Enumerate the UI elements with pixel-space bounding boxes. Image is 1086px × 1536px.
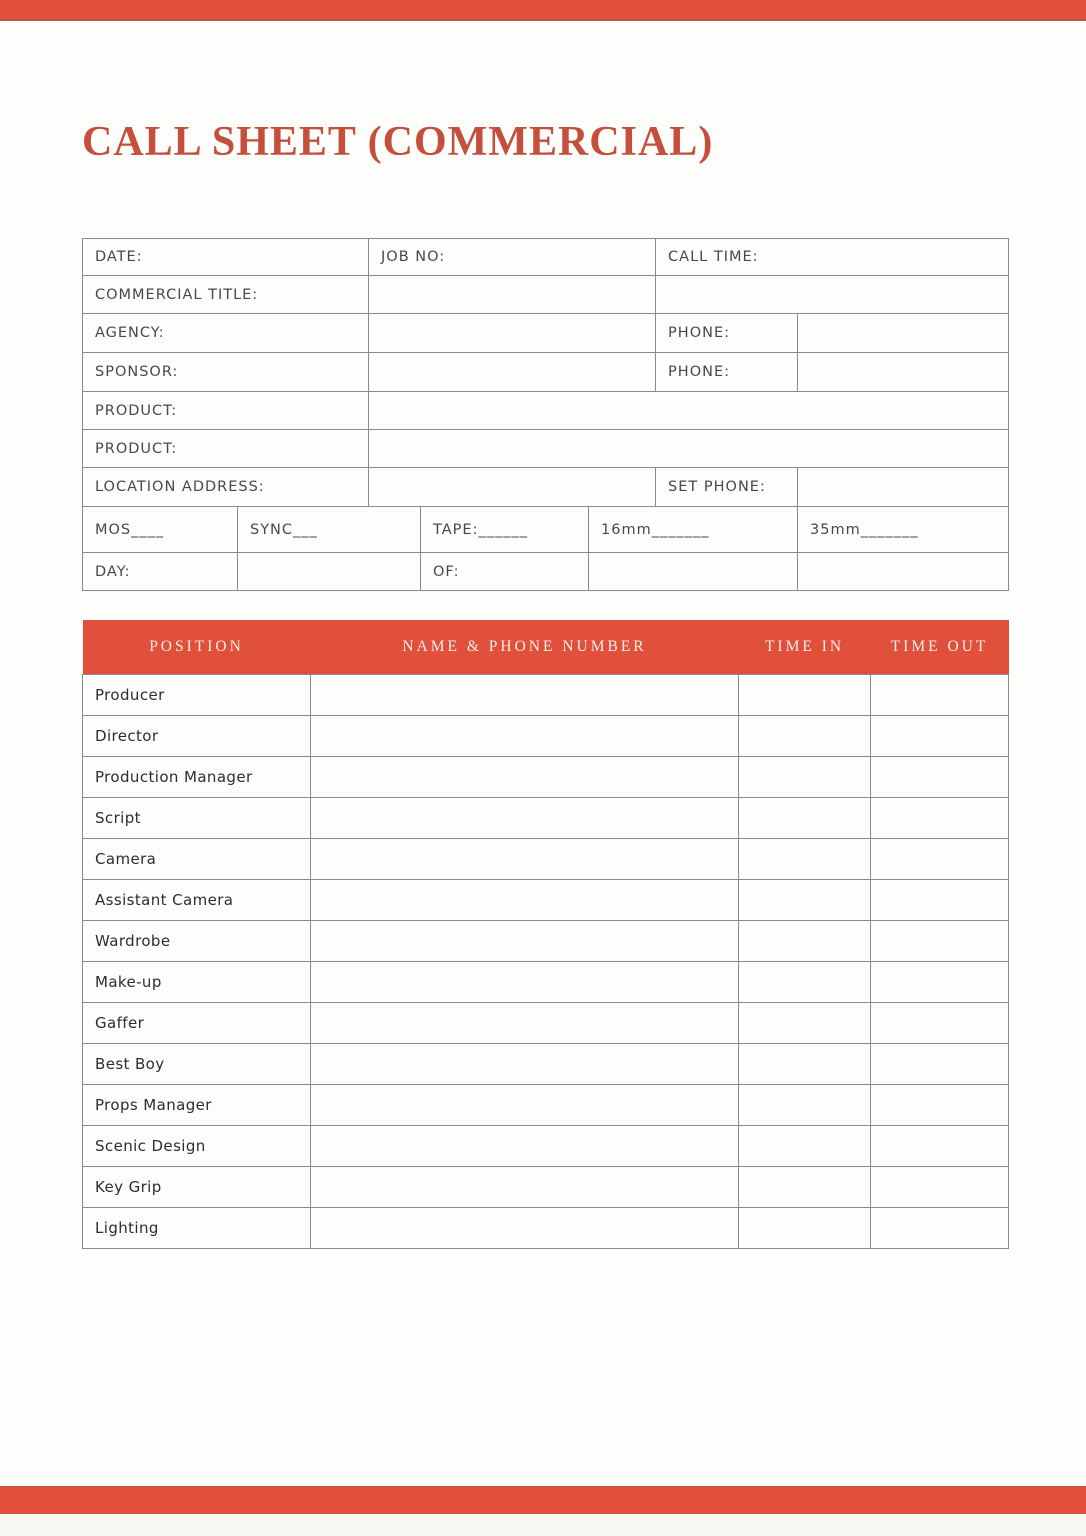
bottom-accent-bar [0, 1486, 1086, 1514]
16mm-label: 16mm_______ [589, 507, 798, 553]
crew-table [82, 620, 1009, 1249]
crew-row [83, 715, 1009, 756]
time-out-cell [871, 1002, 1009, 1043]
info-row-agency [83, 314, 1009, 353]
position-cell: Script [83, 797, 311, 838]
crew-row [83, 674, 1009, 715]
position-cell: Assistant Camera [83, 879, 311, 920]
date-label: DATE: [83, 239, 369, 276]
time-out-cell [871, 756, 1009, 797]
day-label: DAY: [83, 553, 238, 591]
time-in-cell [739, 1002, 871, 1043]
position-cell: Director [83, 715, 311, 756]
name-phone-cell [311, 879, 739, 920]
call-time-label: CALL TIME: [656, 239, 1009, 276]
of-field-2 [798, 553, 1009, 591]
time-out-cell [871, 797, 1009, 838]
commercial-title-label: COMMERCIAL TITLE: [83, 276, 369, 314]
crew-row [83, 797, 1009, 838]
product-label-1: PRODUCT: [83, 392, 369, 430]
page-title: CALL SHEET (COMMERCIAL) [82, 119, 714, 165]
top-accent-bar [0, 0, 1086, 21]
sponsor-phone-field [798, 353, 1009, 392]
info-row-day [83, 553, 1009, 591]
time-out-cell [871, 920, 1009, 961]
time-in-cell [739, 920, 871, 961]
time-out-cell [871, 715, 1009, 756]
crew-table-header [83, 620, 1009, 674]
position-cell: Wardrobe [83, 920, 311, 961]
commercial-title-field-2 [656, 276, 1009, 314]
set-phone-label: SET PHONE: [656, 468, 798, 507]
name-phone-cell [311, 961, 739, 1002]
set-phone-field [798, 468, 1009, 507]
name-phone-cell [311, 920, 739, 961]
name-phone-cell [311, 1166, 739, 1207]
product-field-1 [369, 392, 1009, 430]
time-out-cell [871, 1125, 1009, 1166]
of-field [589, 553, 798, 591]
time-in-cell [739, 838, 871, 879]
time-out-cell [871, 1084, 1009, 1125]
time-out-cell [871, 838, 1009, 879]
time-in-cell [739, 756, 871, 797]
crew-row [83, 1043, 1009, 1084]
time-out-cell [871, 879, 1009, 920]
info-row-date [83, 239, 1009, 276]
time-out-cell [871, 1043, 1009, 1084]
35mm-label: 35mm_______ [798, 507, 1009, 553]
time-out-cell [871, 1207, 1009, 1248]
position-cell: Scenic Design [83, 1125, 311, 1166]
mos-label: MOS____ [83, 507, 238, 553]
time-in-cell [739, 1125, 871, 1166]
info-row-format [83, 507, 1009, 553]
day-field [238, 553, 421, 591]
position-cell: Props Manager [83, 1084, 311, 1125]
production-info-table [82, 238, 1009, 591]
position-cell: Camera [83, 838, 311, 879]
crew-row [83, 1207, 1009, 1248]
time-out-cell [871, 961, 1009, 1002]
time-in-cell [739, 961, 871, 1002]
location-address-field [369, 468, 656, 507]
crew-table-body [83, 674, 1009, 1248]
name-phone-cell [311, 797, 739, 838]
name-phone-cell [311, 715, 739, 756]
position-cell: Producer [83, 674, 311, 715]
crew-row [83, 1166, 1009, 1207]
info-row-sponsor [83, 353, 1009, 392]
info-row-location [83, 468, 1009, 507]
position-cell: Production Manager [83, 756, 311, 797]
crew-row [83, 1002, 1009, 1043]
time-in-cell [739, 1043, 871, 1084]
name-phone-cell [311, 674, 739, 715]
commercial-title-field [369, 276, 656, 314]
info-row-product-1 [83, 392, 1009, 430]
time-in-cell [739, 879, 871, 920]
info-row-commercial-title [83, 276, 1009, 314]
position-cell: Lighting [83, 1207, 311, 1248]
time-in-cell [739, 1084, 871, 1125]
sponsor-phone-label: PHONE: [656, 353, 798, 392]
crew-row [83, 756, 1009, 797]
time-out-cell [871, 1166, 1009, 1207]
job-no-label: JOB NO: [369, 239, 656, 276]
position-cell: Gaffer [83, 1002, 311, 1043]
time-in-cell [739, 674, 871, 715]
position-cell: Best Boy [83, 1043, 311, 1084]
crew-row [83, 838, 1009, 879]
position-cell: Make-up [83, 961, 311, 1002]
time-out-cell [871, 674, 1009, 715]
sync-label: SYNC___ [238, 507, 421, 553]
name-phone-cell [311, 1125, 739, 1166]
product-field-2 [369, 430, 1009, 468]
time-in-cell [739, 715, 871, 756]
name-phone-cell [311, 1002, 739, 1043]
sponsor-field [369, 353, 656, 392]
time-in-column-header: TIME IN [739, 620, 871, 674]
crew-row [83, 920, 1009, 961]
page-bottom-strip [0, 1514, 1086, 1536]
name-phone-cell [311, 838, 739, 879]
sponsor-label: SPONSOR: [83, 353, 369, 392]
time-in-cell [739, 1166, 871, 1207]
position-cell: Key Grip [83, 1166, 311, 1207]
agency-phone-field [798, 314, 1009, 353]
agency-label: AGENCY: [83, 314, 369, 353]
of-label: OF: [421, 553, 589, 591]
agency-field [369, 314, 656, 353]
crew-row [83, 961, 1009, 1002]
info-row-product-2 [83, 430, 1009, 468]
time-in-cell [739, 1207, 871, 1248]
crew-row [83, 1084, 1009, 1125]
product-label-2: PRODUCT: [83, 430, 369, 468]
location-address-label: LOCATION ADDRESS: [83, 468, 369, 507]
crew-row [83, 1125, 1009, 1166]
time-in-cell [739, 797, 871, 838]
name-phone-column-header: NAME & PHONE NUMBER [311, 620, 739, 674]
name-phone-cell [311, 1207, 739, 1248]
name-phone-cell [311, 1043, 739, 1084]
name-phone-cell [311, 1084, 739, 1125]
position-column-header: POSITION [83, 620, 311, 674]
agency-phone-label: PHONE: [656, 314, 798, 353]
tape-label: TAPE:______ [421, 507, 589, 553]
time-out-column-header: TIME OUT [871, 620, 1009, 674]
crew-row [83, 879, 1009, 920]
name-phone-cell [311, 756, 739, 797]
